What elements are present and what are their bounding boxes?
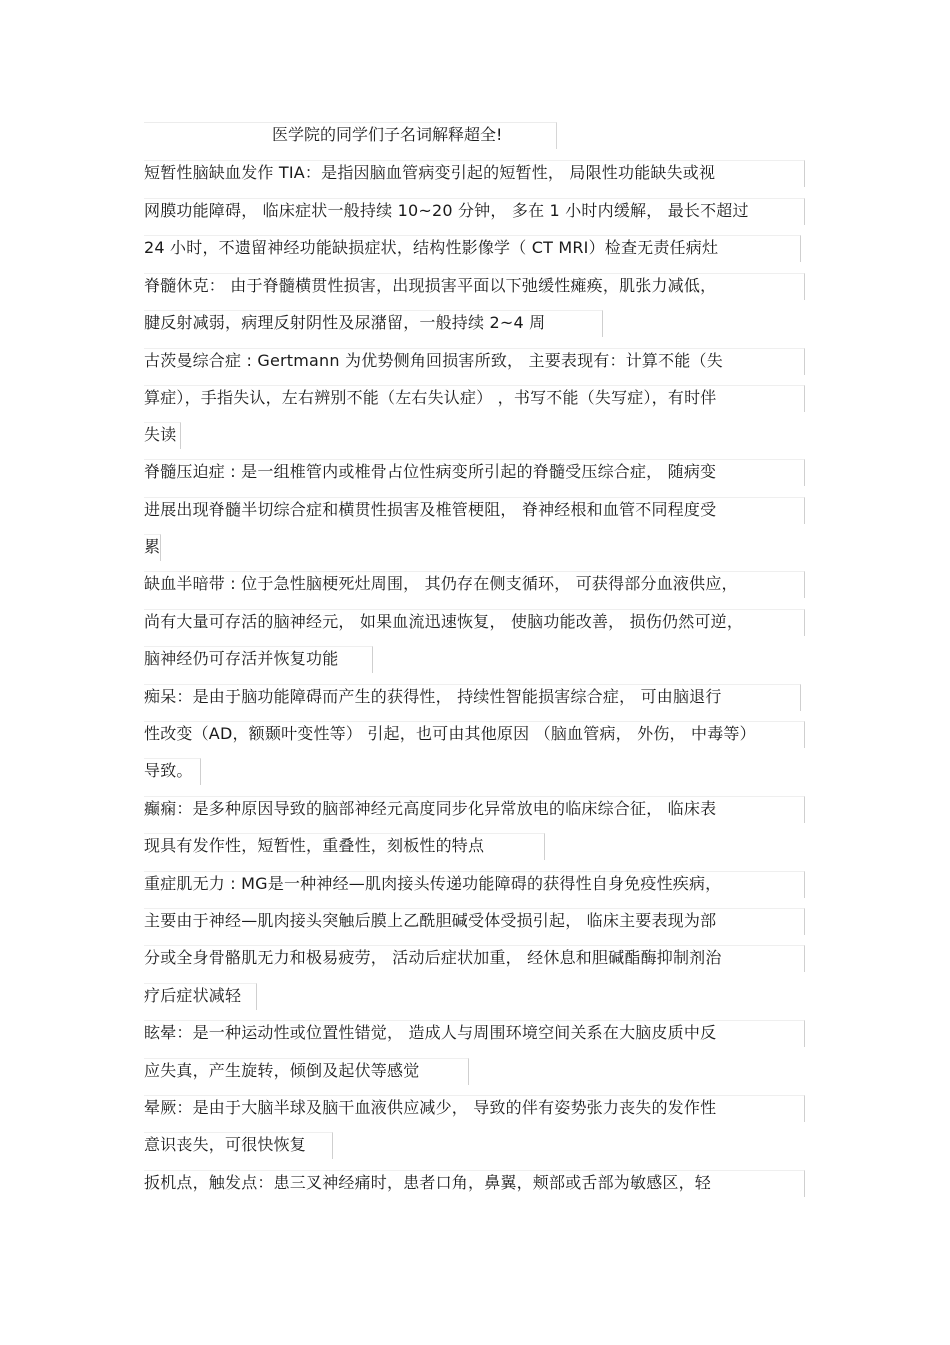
text-line: 进展出现脊髓半切综合症和横贯性损害及椎管梗阻， 脊神经根和血管不同程度受	[144, 500, 717, 519]
text-line: 重症肌无力 : MG是一种神经—肌肉接头传递功能障碍的获得性自身免疫性疾病，	[144, 874, 722, 893]
text-line: 24 小时，不遗留神经功能缺损症状，结构性影像学（ CT MRI）检查无责任病灶	[144, 238, 719, 257]
text-line: 脊髓休克： 由于脊髓横贯性损害，出现损害平面以下弛缓性瘫痪，肌张力减低，	[144, 276, 717, 295]
text-line: 意识丧失，可很快恢复	[144, 1135, 307, 1154]
text-line: 缺血半暗带 : 位于急性脑梗死灶周围， 其仍存在侧支循环， 可获得部分血液供应，	[144, 574, 738, 593]
text-line: 失读	[144, 425, 177, 444]
text-line: 应失真，产生旋转，倾倒及起伏等感觉	[144, 1061, 420, 1080]
text-line: 痴呆：是由于脑功能障碍而产生的获得性， 持续性智能损害综合症， 可由脑退行	[144, 687, 722, 706]
text-line: 累	[144, 537, 161, 556]
text-line: 扳机点，触发点：患三叉神经痛时，患者口角，鼻翼，颊部或舌部为敏感区，轻	[144, 1173, 712, 1192]
text-line: 主要由于神经—肌肉接头突触后膜上乙酰胆碱受体受损引起， 临床主要表现为部	[144, 911, 717, 930]
text-line: 性改变（AD，额颞叶变性等） 引起，也可由其他原因 （脑血管病， 外伤， 中毒等）	[144, 724, 756, 743]
text-line: 短暂性脑缺血发作 TIA：是指因脑血管病变引起的短暂性， 局限性功能缺失或视	[144, 163, 716, 182]
text-line: 疗后症状减轻	[144, 986, 242, 1005]
text-line: 晕厥：是由于大脑半球及脑干血液供应减少， 导致的伴有姿势张力丧失的发作性	[144, 1098, 717, 1117]
text-line: 尚有大量可存活的脑神经元， 如果血流迅速恢复， 使脑功能改善， 损伤仍然可逆，	[144, 612, 744, 631]
text-line: 癫痫：是多种原因导致的脑部神经元高度同步化异常放电的临床综合征， 临床表	[144, 799, 717, 818]
text-line: 腱反射减弱，病理反射阴性及尿潴留，一般持续 2~4 周	[144, 313, 546, 332]
text-line: 眩晕：是一种运动性或位置性错觉， 造成人与周围环境空间关系在大脑皮质中反	[144, 1023, 717, 1042]
text-line: 脊髓压迫症 : 是一组椎管内或椎骨占位性病变所引起的脊髓受压综合症， 随病变	[144, 462, 717, 481]
text-line: 现具有发作性，短暂性，重叠性，刻板性的特点	[144, 836, 485, 855]
text-line: 古茨曼综合症 : Gertmann 为优势侧角回损害所致， 主要表现有：计算不能（失	[144, 351, 723, 370]
page-title: 医学院的同学们子名词解释超全!	[272, 125, 503, 144]
text-line: 分或全身骨骼肌无力和极易疲劳， 活动后症状加重， 经休息和胆碱酯酶抑制剂治	[144, 948, 722, 967]
text-line: 算症），手指失认，左右辨别不能（左右失认症） ，书写不能（失写症），有时伴	[144, 388, 717, 407]
text-line: 脑神经仍可存活并恢复功能	[144, 649, 339, 668]
text-line: 网膜功能障碍， 临床症状一般持续 10~20 分钟， 多在 1 小时内缓解， 最长不超过	[144, 201, 749, 220]
text-line: 导致。	[144, 761, 193, 780]
